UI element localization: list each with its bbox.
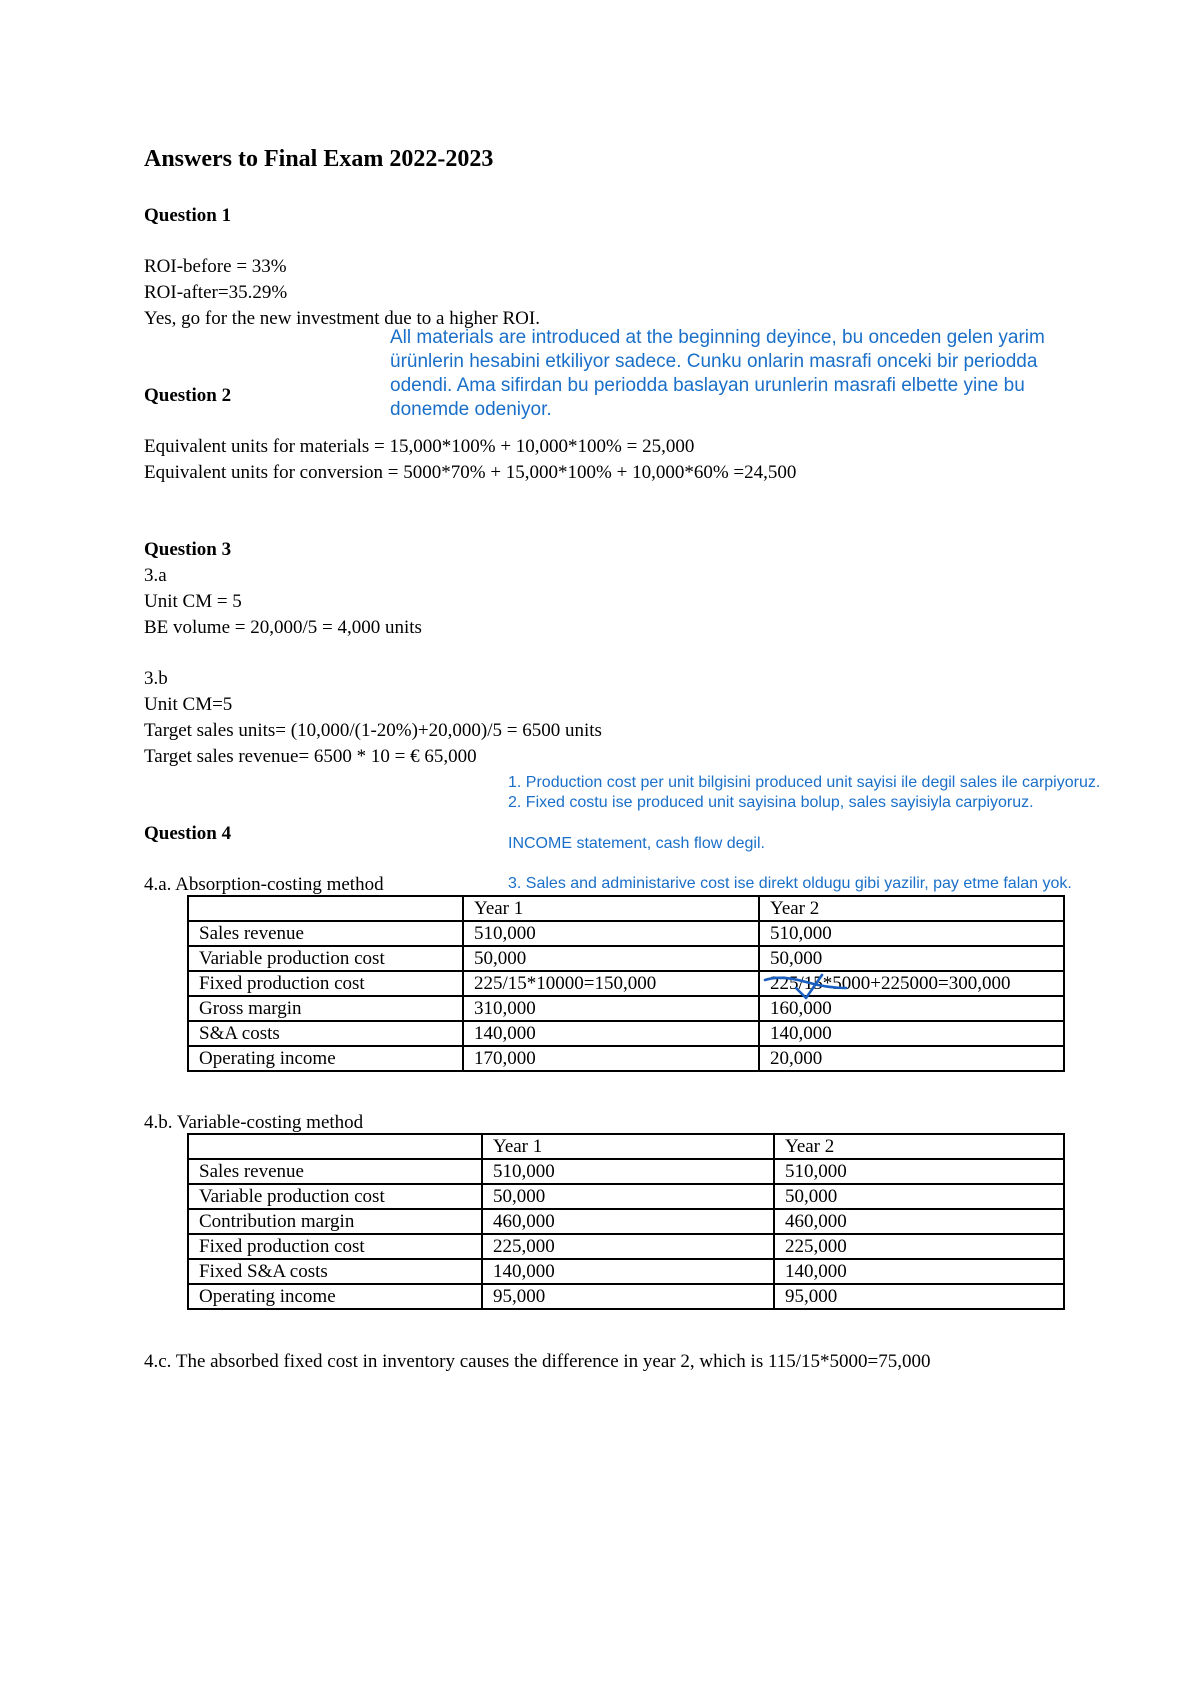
table-cell: Variable production cost xyxy=(188,1184,482,1209)
question-3-heading: Question 3 xyxy=(144,539,232,560)
table-header-row xyxy=(188,896,1064,921)
q3b-label: 3.b xyxy=(144,668,168,689)
table-cell: Sales revenue xyxy=(188,1159,482,1184)
question-2-heading: Question 2 xyxy=(144,385,232,406)
table-cell: 225/15*5000+225000=300,000 xyxy=(759,971,1064,996)
q3b-line-3: Target sales revenue= 6500 * 10 = € 65,000 xyxy=(144,746,477,767)
table-cell: 95,000 xyxy=(774,1284,1064,1309)
annotation-q2-line-1: All materials are introduced at the beginning deyince, bu onceden gelen yarim xyxy=(390,327,1045,348)
table-cell: 460,000 xyxy=(774,1209,1064,1234)
table-cell: 510,000 xyxy=(482,1159,774,1184)
table-cell: 50,000 xyxy=(759,946,1064,971)
table-cell: 170,000 xyxy=(463,1046,759,1071)
table-header-cell: Year 1 xyxy=(482,1134,774,1159)
table-header-cell: Year 1 xyxy=(463,896,759,921)
table-cell: Operating income xyxy=(188,1046,463,1071)
variable-costing-table xyxy=(187,1133,1065,1310)
q3a-label: 3.a xyxy=(144,565,167,586)
table-cell: Operating income xyxy=(188,1284,482,1309)
table-row xyxy=(188,1234,1064,1259)
table-row xyxy=(188,1259,1064,1284)
table-cell: 140,000 xyxy=(463,1021,759,1046)
annotation-q4-line-3: INCOME statement, cash flow degil. xyxy=(508,835,765,852)
q3b-line-2: Target sales units= (10,000/(1-20%)+20,000)/5 = 6500 units xyxy=(144,720,602,741)
table-row xyxy=(188,971,1064,996)
table-cell: 140,000 xyxy=(774,1259,1064,1284)
table-cell: 510,000 xyxy=(759,921,1064,946)
table-cell: Fixed production cost xyxy=(188,971,463,996)
q2-line-1: Equivalent units for materials = 15,000*100% + 10,000*100% = 25,000 xyxy=(144,436,695,457)
table-header-cell xyxy=(188,896,463,921)
q3a-line-1: Unit CM = 5 xyxy=(144,591,242,612)
table-cell: Fixed S&A costs xyxy=(188,1259,482,1284)
table-cell: Gross margin xyxy=(188,996,463,1021)
table-cell: 225/15*10000=150,000 xyxy=(463,971,759,996)
table-row xyxy=(188,1284,1064,1309)
table-header-row xyxy=(188,1134,1064,1159)
table-row xyxy=(188,921,1064,946)
table-header-cell: Year 2 xyxy=(759,896,1064,921)
table-row xyxy=(188,1209,1064,1234)
table-row xyxy=(188,1021,1064,1046)
table-header-cell: Year 2 xyxy=(774,1134,1064,1159)
q3a-line-2: BE volume = 20,000/5 = 4,000 units xyxy=(144,617,422,638)
question-4-heading: Question 4 xyxy=(144,823,232,844)
pen-scribble-mark xyxy=(762,972,852,1002)
table-row xyxy=(188,946,1064,971)
absorption-costing-table xyxy=(187,895,1065,1072)
table-cell: 225,000 xyxy=(774,1234,1064,1259)
q4a-label: 4.a. Absorption-costing method xyxy=(144,874,384,895)
q4b-label: 4.b. Variable-costing method xyxy=(144,1112,364,1133)
table-cell: 510,000 xyxy=(463,921,759,946)
table-cell: 50,000 xyxy=(774,1184,1064,1209)
table-cell: 460,000 xyxy=(482,1209,774,1234)
table-cell: Variable production cost xyxy=(188,946,463,971)
table-row xyxy=(188,996,1064,1021)
table-row xyxy=(188,1159,1064,1184)
annotation-q4-line-1: 1. Production cost per unit bilgisini produced unit sayisi ile degil sales ile carpiyoruz. xyxy=(508,774,1101,791)
table-cell: Sales revenue xyxy=(188,921,463,946)
q1-line-2: ROI-after=35.29% xyxy=(144,282,288,303)
table-cell: 160,000 xyxy=(759,996,1064,1021)
annotation-q4-line-2: 2. Fixed costu ise produced unit sayisina bolup, sales sayisiyla carpiyoruz. xyxy=(508,794,1034,811)
annotation-q2-line-3: odendi. Ama sifirdan bu periodda baslayan urunlerin masrafi elbette yine bu xyxy=(390,375,1025,396)
annotation-q4-line-4: 3. Sales and administarive cost ise direkt oldugu gibi yazilir, pay etme falan yok. xyxy=(508,875,1072,892)
table-cell: Contribution margin xyxy=(188,1209,482,1234)
table-cell: S&A costs xyxy=(188,1021,463,1046)
table-cell: 50,000 xyxy=(482,1184,774,1209)
table-cell: 140,000 xyxy=(482,1259,774,1284)
table-row xyxy=(188,1184,1064,1209)
table-cell: 20,000 xyxy=(759,1046,1064,1071)
q3b-line-1: Unit CM=5 xyxy=(144,694,233,715)
annotation-q2-line-4: donemde odeniyor. xyxy=(390,399,552,420)
table-row xyxy=(188,1046,1064,1071)
table-header-cell xyxy=(188,1134,482,1159)
table-cell: 225,000 xyxy=(482,1234,774,1259)
table-cell: 140,000 xyxy=(759,1021,1064,1046)
table-cell: 50,000 xyxy=(463,946,759,971)
table-cell: 510,000 xyxy=(774,1159,1064,1184)
annotation-q2-line-2: ürünlerin hesabini etkiliyor sadece. Cunku onlarin masrafi onceki bir periodda xyxy=(390,351,1038,372)
table-cell: 310,000 xyxy=(463,996,759,1021)
q2-line-2: Equivalent units for conversion = 5000*70% + 15,000*100% + 10,000*60% =24,500 xyxy=(144,462,797,483)
table-cell: Fixed production cost xyxy=(188,1234,482,1259)
q1-line-1: ROI-before = 33% xyxy=(144,256,287,277)
q4c-line: 4.c. The absorbed fixed cost in inventory causes the difference in year 2, which is 115/15*5000=75,000 xyxy=(144,1351,931,1372)
q1-line-3: Yes, go for the new investment due to a higher ROI. xyxy=(144,308,540,329)
table-cell: 95,000 xyxy=(482,1284,774,1309)
question-1-heading: Question 1 xyxy=(144,205,232,226)
page-title: Answers to Final Exam 2022-2023 xyxy=(144,146,494,172)
